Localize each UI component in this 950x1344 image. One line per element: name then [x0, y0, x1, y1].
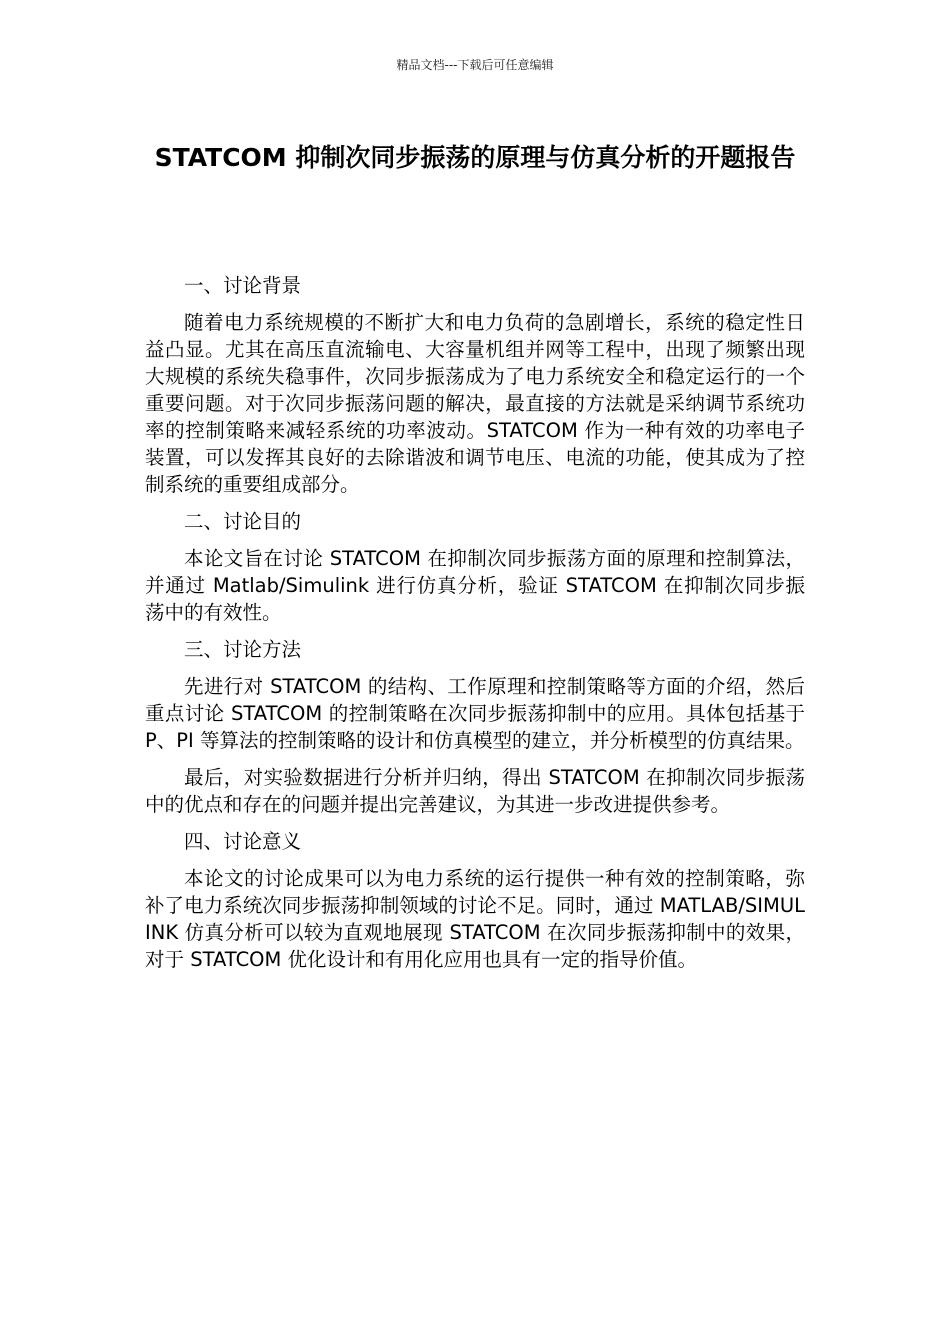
- section-heading-purpose: 二、讨论目的: [184, 510, 302, 533]
- section-paragraph: 本论文的讨论成果可以为电力系统的运行提供一种有效的控制策略，弥补了电力系统次同步振荡抑制领域的讨论不足。同时，通过 MATLAB/SIMULINK 仿真分析可以较为直观地展现 STATCOM 在次同步振荡抑制中的效果，对于 STATCOM 优化设计和有用化应用也具有一定的指导价值。: [145, 867, 805, 971]
- document-body: [145, 272, 805, 983]
- section-paragraph: 本论文旨在讨论 STATCOM 在抑制次同步振荡方面的原理和控制算法，并通过 Matlab/Simulink 进行仿真分析，验证 STATCOM 在抑制次同步振荡中的有效性。: [145, 547, 805, 624]
- section-heading-significance: 四、讨论意义: [184, 830, 302, 853]
- section-heading-background: 一、讨论背景: [184, 274, 302, 297]
- header-note: 精品文档---下载后可任意编辑: [396, 58, 554, 72]
- section-heading-method: 三、讨论方法: [184, 638, 302, 661]
- section-paragraph: 最后，对实验数据进行分析并归纳，得出 STATCOM 在抑制次同步振荡中的优点和存在的问题并提出完善建议，为其进一步改进提供参考。: [145, 766, 805, 816]
- section-paragraph: 随着电力系统规模的不断扩大和电力负荷的急剧增长，系统的稳定性日益凸显。尤其在高压直流输电、大容量机组并网等工程中，出现了频繁出现大规模的系统失稳事件，次同步振荡成为了电力系统安全和稳定运行的一个重要问题。对于次同步振荡问题的解决，最直接的方法就是采纳调节系统功率的控制策略来减轻系统的功率波动。STATCOM 作为一种有效的功率电子装置，可以发挥其良好的去除谐波和调节电压、电流的功能，使其成为了控制系统的重要组成部分。: [145, 311, 805, 496]
- document-title: STATCOM 抑制次同步振荡的原理与仿真分析的开题报告: [154, 143, 796, 172]
- section-paragraph: 先进行对 STATCOM 的结构、工作原理和控制策略等方面的介绍，然后重点讨论 STATCOM 的控制策略在次同步振荡抑制中的应用。具体包括基于 P、PI 等算法的控制策略的设计和仿真模型的建立，并分析模型的仿真结果。: [145, 675, 805, 752]
